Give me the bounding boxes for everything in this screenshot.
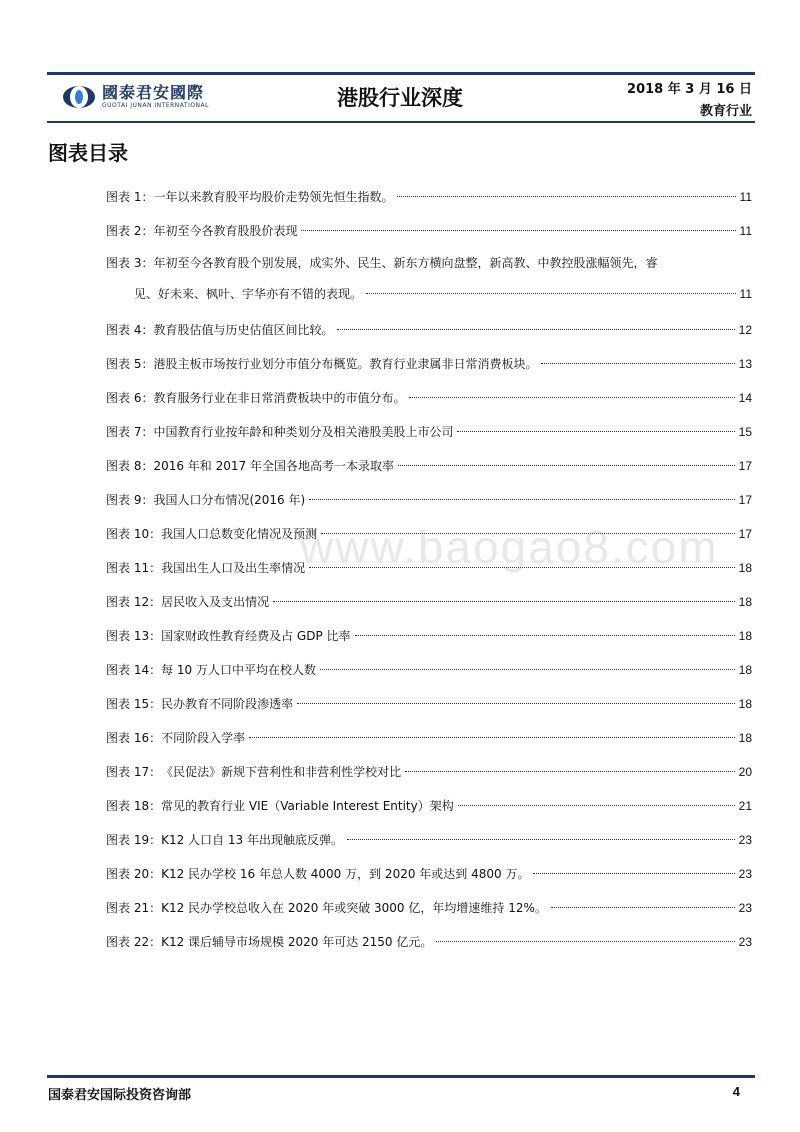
toc-entry-page: 15: [738, 425, 752, 439]
toc-entry[interactable]: [106, 755, 752, 789]
toc-leader: [355, 635, 735, 636]
toc-entry-page: 11: [739, 287, 752, 301]
toc-entry-label: 图表 22：: [106, 935, 162, 949]
toc-entry-title: 每 10 万人口中平均在校人数: [161, 663, 316, 677]
toc-entry[interactable]: [106, 687, 752, 721]
toc-leader: [533, 873, 734, 874]
toc-leader: [249, 737, 735, 738]
toc-entry[interactable]: [106, 857, 752, 891]
toc-entry[interactable]: [106, 789, 752, 823]
toc-leader: [405, 771, 735, 772]
toc-entry-label: 图表 5：: [106, 357, 154, 371]
toc-leader: [436, 941, 734, 942]
toc-entry-label: 图表 8：: [106, 459, 154, 473]
toc-entry-label: 图表 7：: [106, 425, 154, 439]
toc-entry-label: 图表 4：: [106, 323, 154, 337]
toc-entry-title: 年初至今各教育股股价表现: [153, 224, 298, 238]
toc-entry-title: 民办教育不同阶段渗透率: [161, 697, 294, 711]
toc-entry-label: 图表 11：: [106, 561, 162, 575]
toc-entry-label: 图表 17：: [106, 765, 162, 779]
toc-entry[interactable]: [106, 653, 752, 687]
toc-entry-label: 图表 14：: [106, 663, 162, 677]
toc-entry[interactable]: [106, 891, 752, 925]
toc-entry-label: 图表 20：: [106, 867, 162, 881]
toc-leader: [273, 601, 735, 602]
section-title: 图表目录: [48, 141, 128, 165]
toc-entry[interactable]: [106, 415, 752, 449]
toc-entry-page: 23: [738, 935, 752, 949]
toc-entry-label: 图表 19：: [106, 833, 162, 847]
toc-entry-title: K12 民办学校总收入在 2020 年或突破 3000 亿，年均增速维持 12%。: [161, 901, 547, 915]
logo-english-name: GUOTAI JUNAN INTERNATIONAL: [102, 102, 209, 109]
toc-leader: [297, 703, 735, 704]
toc-entry[interactable]: [106, 721, 752, 755]
toc-entry-page: 11: [739, 190, 752, 204]
toc-leader: [541, 363, 734, 364]
watermark: www.baogao8.com: [300, 521, 719, 573]
report-date: 2018 年 3 月 16 日: [627, 82, 752, 97]
toc-entry-page: 11: [739, 224, 752, 238]
footer-rule: [47, 1075, 755, 1078]
toc-entry-label: 图表 18：: [106, 799, 162, 813]
toc-leader: [320, 669, 735, 670]
toc-entry-label: 图表 1：: [106, 190, 154, 204]
toc-entry-label: 图表 6：: [106, 391, 154, 405]
toc-entry-page: 17: [738, 493, 752, 507]
toc-entry-title: K12 课后辅导市场规模 2020 年可达 2150 亿元。: [161, 935, 433, 949]
toc-entry-title: 教育服务行业在非日常消费板块中的市值分布。: [153, 391, 406, 405]
footer-publisher: 国泰君安国际投资咨询部: [48, 1088, 192, 1103]
toc-entry-page: 21: [738, 799, 752, 813]
toc-entry-title: K12 人口自 13 年出现触底反弹。: [161, 833, 343, 847]
toc-entry-title: 一年以来教育股平均股价走势领先恒生指数。: [153, 190, 394, 204]
toc-leader: [397, 196, 735, 197]
toc-entry-title: 不同阶段入学率: [161, 731, 246, 745]
document-title: 港股行业深度: [337, 86, 463, 110]
toc-entry[interactable]: [106, 823, 752, 857]
toc-entry-label: 图表 2：: [106, 224, 154, 238]
toc-entry-page: 20: [738, 765, 752, 779]
toc-entry-label: 图表 10：: [106, 527, 162, 541]
toc-entry-title: 2016 年和 2017 年全国各地高考一本录取率: [153, 459, 394, 473]
logo-chinese-name: 國泰君安國際: [102, 83, 205, 102]
toc-entry-title: 我国人口总数变化情况及预测: [161, 527, 318, 541]
toc-entry-page: 12: [738, 323, 752, 337]
toc-entry-label: 图表 9：: [106, 493, 154, 507]
toc-leader: [309, 499, 734, 500]
toc-entry-page: 18: [738, 663, 752, 677]
toc-entry[interactable]: [106, 449, 752, 483]
toc-entry-label: 图表 16：: [106, 731, 162, 745]
toc-leader: [457, 431, 734, 432]
toc-entry-page: 23: [738, 833, 752, 847]
header-bottom-rule: [47, 121, 755, 123]
toc-entry[interactable]: [106, 585, 752, 619]
toc-entry-title: 教育股估值与历史估值区间比较。: [153, 323, 334, 337]
toc-entry-label: 图表 3：: [106, 256, 154, 270]
toc-leader: [458, 805, 735, 806]
toc-entry[interactable]: [106, 483, 752, 517]
toc-entry[interactable]: [106, 214, 752, 248]
toc-entry-title: 年初至今各教育股个别发展，成实外、民生、新东方横向盘整，新高教、中教控股涨幅领先，睿: [153, 256, 658, 270]
toc-entry-page: 17: [738, 459, 752, 473]
toc-entry-label: 图表 15：: [106, 697, 162, 711]
toc-leader: [347, 839, 735, 840]
toc-entry[interactable]: [106, 925, 752, 959]
toc-entry-title: 港股主板市场按行业划分市值分布概览。教育行业隶属非日常消费板块。: [153, 357, 538, 371]
toc-leader: [409, 397, 734, 398]
toc-entry-title-continued: 见、好未来、枫叶、宇华亦有不错的表现。: [134, 287, 363, 301]
toc-entry-page: 23: [738, 901, 752, 915]
toc-entry-label: 图表 13：: [106, 629, 162, 643]
toc-entry-title: 常见的教育行业 VIE（Variable Interest Entity）架构: [161, 799, 454, 813]
toc-entry[interactable]: [106, 313, 752, 347]
toc-entry-title: 中国教育行业按年龄和种类划分及相关港股美股上市公司: [153, 425, 454, 439]
toc-entry-page: 18: [738, 731, 752, 745]
toc-entry-page: 13: [738, 357, 752, 371]
toc-entry-page: 18: [738, 697, 752, 711]
toc-entry-label: 图表 12：: [106, 595, 162, 609]
toc-entry-title: 我国出生人口及出生率情况: [161, 561, 306, 575]
toc-entry-page: 17: [738, 527, 752, 541]
toc-leader: [398, 465, 735, 466]
toc-leader: [366, 293, 736, 294]
toc-entry-label: 图表 21：: [106, 901, 162, 915]
toc-entry-page: 23: [738, 867, 752, 881]
toc-leader: [301, 230, 735, 231]
toc-entry[interactable]: [106, 619, 752, 653]
toc-entry[interactable]: [106, 381, 752, 415]
page-number: 4: [732, 1084, 740, 1099]
header-top-rule: [47, 72, 755, 75]
toc-entry[interactable]: [106, 248, 752, 313]
toc-entry-title: K12 民办学校 16 年总人数 4000 万，到 2020 年或达到 4800 万。: [161, 867, 530, 881]
toc-entry-title: 《民促法》新规下营利性和非营利性学校对比: [161, 765, 402, 779]
toc-entry-title: 居民收入及支出情况: [161, 595, 270, 609]
toc-entry-title: 我国人口分布情况(2016 年): [153, 493, 306, 507]
toc-entry[interactable]: [106, 347, 752, 381]
toc-entry-title: 国家财政性教育经费及占 GDP 比率: [161, 629, 351, 643]
toc-entry-page: 18: [738, 629, 752, 643]
toc-entry-page: 18: [738, 595, 752, 609]
report-industry: 教育行业: [699, 104, 752, 119]
toc-entry[interactable]: [106, 180, 752, 214]
toc-leader: [551, 907, 735, 908]
toc-leader: [337, 329, 734, 330]
toc-entry-page: 18: [738, 561, 752, 575]
toc-entry-page: 14: [738, 391, 752, 405]
